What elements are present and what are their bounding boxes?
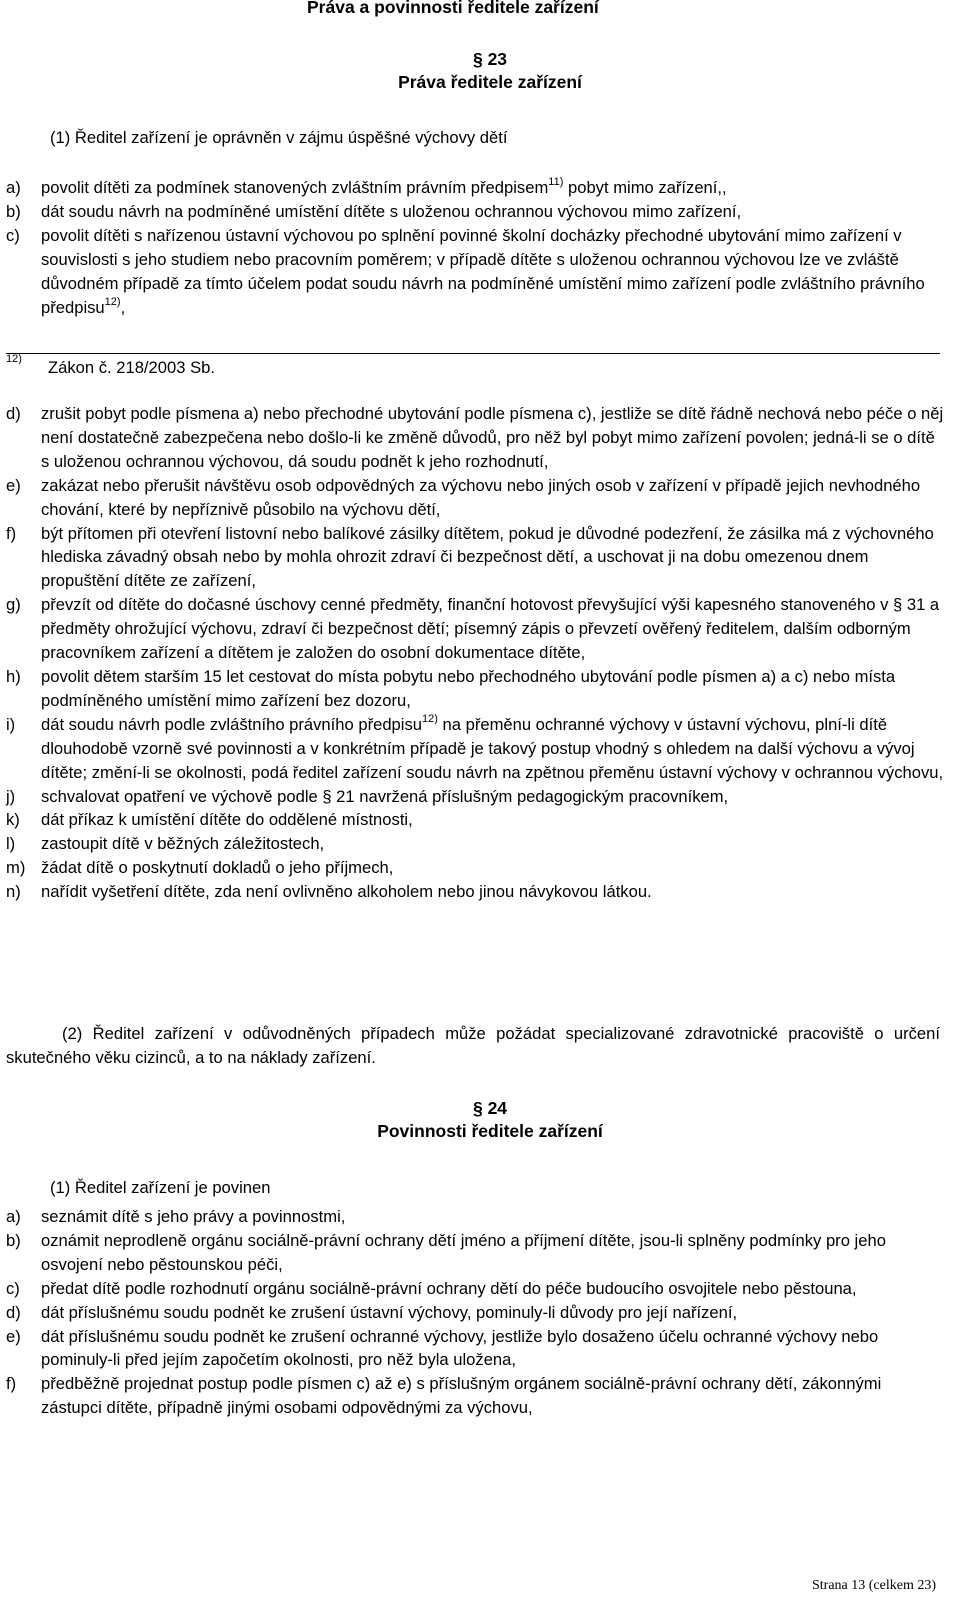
footnote-ref: 12) xyxy=(422,712,438,725)
list-text: dát příslušnému soudu podnět ke zrušení ochranné výchovy, jestliže bylo dosaženo účelu ochranné výchovy nebo pominuly-li před jejím započetím okolnosti, pro něž byla uložena, xyxy=(41,1326,879,1370)
footnote-text: Zákon č. 218/2003 Sb. xyxy=(48,358,215,377)
list-letter: b) xyxy=(6,201,21,221)
section-24-heading: Povinnosti ředitele zařízení xyxy=(377,1121,603,1141)
list-text: oznámit neprodleně orgánu sociálně-právní ochrany dětí jméno a příjmení dítěte, jsou-li splněny podmínky pro jeho osvojení nebo pěstounskou péči, xyxy=(41,1230,886,1274)
list-item xyxy=(6,1301,944,1325)
list-text: zakázat nebo přerušit návštěvu osob odpovědných za výchovu nebo jiných osob v zařízení v případě jejich nevhodného chování, které by nepříznivě působilo na výchovu dětí, xyxy=(41,475,921,519)
list-item xyxy=(6,1372,944,1420)
list-text: dát soudu návrh na podmíněné umístění dítěte s uloženou ochrannou výchovou mimo zařízení, xyxy=(41,201,742,221)
list-item xyxy=(6,224,944,320)
list-letter: e) xyxy=(6,475,21,495)
list-text: seznámit dítě s jeho právy a povinnostmi, xyxy=(41,1207,346,1226)
page-title: Práva a povinnosti ředitele zařízení xyxy=(307,0,599,17)
list-letter: c) xyxy=(6,1278,20,1298)
section-24-list xyxy=(6,1205,944,1420)
list-letter: c) xyxy=(6,225,20,245)
list-letter: b) xyxy=(6,1230,21,1250)
list-letter: i) xyxy=(6,714,16,734)
section-23-heading: Práva ředitele zařízení xyxy=(398,72,582,92)
section-23-intro: (1) Ředitel zařízení je oprávněn v zájmu úspěšné výchovy dětí xyxy=(50,128,508,147)
list-letter: a) xyxy=(6,178,21,197)
list-text-after: , xyxy=(120,297,126,317)
list-text: povolit dítěti za podmínek stanovených zvláštním právním předpisem xyxy=(41,178,549,197)
page-number: Strana 13 (celkem 23) xyxy=(811,1578,936,1593)
list-letter: h) xyxy=(6,666,21,686)
list-letter: d) xyxy=(6,1302,21,1322)
list-text: převzít od dítěte do dočasné úschovy cenné předměty, finanční hotovost převyšující výši kapesného stanoveného v § 31 a předměty ohrožující výchovu, zdraví či bezpečnost dětí; písemný zápis o převzetí ověřený ředitelem, dalším odborným pracovníkem zařízení a dítětem je založen do osobní dokumentace dítěte, xyxy=(41,595,940,663)
list-text: schvalovat opatření ve výchově podle § 21 navržená příslušným pedagogickým pracovníkem, xyxy=(41,786,729,806)
list-item xyxy=(6,665,944,713)
list-item xyxy=(6,808,944,832)
list-text: předběžně projednat postup podle písmen c) až e) s příslušným orgánem sociálně-právní ochrany dětí, zákonnými zástupci dítěte, případně jinými osobami odpovědnými za výchovu, xyxy=(41,1374,882,1418)
section-23-paragraph-2: (2) Ředitel zařízení v odůvodněných případech může požádat specializované zdravotnické pracoviště o určení skutečného věku cizinců, a to na náklady zařízení. xyxy=(6,1024,940,1067)
list-item xyxy=(6,176,944,200)
list-text: zrušit pobyt podle písmena a) nebo přechodné ubytování podle písmena c), jestliže se dítě řádně nechová nebo péče o něj není dostatečně zabezpečena nebo došlo-li ke změně důvodů, pro něž byl pobyt mimo zařízení povolen; jedná-li se o dítě s uloženou ochrannou výchovou, dá soudu podnět k jeho rozhodnutí, xyxy=(41,404,944,471)
list-item xyxy=(6,1229,944,1277)
list-item xyxy=(6,856,944,880)
list-item xyxy=(6,522,944,594)
list-item xyxy=(6,402,944,474)
list-letter: l) xyxy=(6,834,16,854)
list-text: povolit dětem starším 15 let cestovat do místa pobytu nebo přechodného ubytování podle písmen a) a c) nebo místa podmíněného umístění mimo zařízení bez dozoru, xyxy=(41,666,896,710)
section-23-list-part1 xyxy=(6,176,944,319)
list-text: být přítomen při otevření listovní nebo balíkové zásilky dítětem, pokud je důvodné podezření, že zásilka má z výchovného hlediska závadný obsah nebo by mohla ohrozit zdraví či bezpečnost dětí, a uschovat ji na dobu omezenou dnem propuštění dítěte ze zařízení, xyxy=(41,523,934,591)
list-item xyxy=(6,1277,944,1301)
list-letter: f) xyxy=(6,1374,17,1394)
list-text: dát příslušnému soudu podnět ke zrušení ústavní výchovy, pominuly-li důvody pro její nařízení, xyxy=(41,1302,738,1322)
list-item xyxy=(6,832,944,856)
list-item xyxy=(6,593,944,665)
section-24-header xyxy=(300,1097,680,1143)
list-text: povolit dítěti s nařízenou ústavní výchovou po splnění povinné školní docházky přechodné ubytování mimo zařízení v souvislosti s jeho studiem nebo pracovním poměrem; v případě dítěte s uloženou ochrannou výchovou lze ve zvláště důvodném případě za tímto účelem podat soudu návrh na podmíněné umístění mimo zařízení podle zvláštního právního předpisu xyxy=(41,225,925,317)
section-24-intro: (1) Ředitel zařízení je povinen xyxy=(50,1178,271,1197)
list-letter: e) xyxy=(6,1326,21,1346)
footnote-ref: 12) xyxy=(104,295,121,308)
list-letter: j) xyxy=(6,786,16,806)
list-text: zastoupit dítě v běžných záležitostech, xyxy=(41,834,325,854)
list-text: nařídit vyšetření dítěte, zda není ovlivněno alkoholem nebo jinou návykovou látkou. xyxy=(41,882,652,902)
list-letter: n) xyxy=(6,882,21,902)
list-text: dát soudu návrh podle zvláštního právního předpisu xyxy=(41,714,422,734)
list-text: dát příkaz k umístění dítěte do oddělené místnosti, xyxy=(41,810,413,830)
list-letter: m) xyxy=(6,858,26,878)
list-text-after: pobyt mimo zařízení,, xyxy=(563,178,727,197)
list-text: žádat dítě o poskytnutí dokladů o jeho příjmech, xyxy=(41,858,394,878)
list-item xyxy=(6,1325,944,1373)
section-23-number: § 23 xyxy=(472,49,508,69)
list-item xyxy=(6,880,944,904)
list-letter: g) xyxy=(6,595,21,615)
footnote-mark: 12) xyxy=(6,353,22,365)
list-item xyxy=(6,713,944,785)
section-23-list-part2 xyxy=(6,402,944,904)
section-23-header xyxy=(300,48,680,94)
list-item xyxy=(6,200,944,224)
footnote-divider xyxy=(6,353,940,354)
list-letter: k) xyxy=(6,810,20,830)
list-letter: f) xyxy=(6,523,17,543)
list-item xyxy=(6,1205,944,1229)
list-letter: a) xyxy=(6,1207,21,1226)
list-item xyxy=(6,785,944,809)
footnote-ref: 11) xyxy=(548,176,564,188)
list-text: předat dítě podle rozhodnutí orgánu sociálně-právní ochrany dětí do péče budoucího osvojitele nebo pěstouna, xyxy=(41,1278,857,1298)
list-item xyxy=(6,474,944,522)
list-text-after: na přeměnu ochranné výchovy v ústavní výchovu, plní-li dítě dlouhodobě vzorně své povinnosti a v konkrétním případě je takový postup vhodný s ohledem na další výchovu a vývoj dítěte; změní-li se okolnosti, podá ředitel zařízení soudu návrh na zpětnou přeměnu ústavní výchovy v ochrannou výchovu, xyxy=(41,714,944,782)
list-letter: d) xyxy=(6,404,21,423)
section-24-number: § 24 xyxy=(472,1098,508,1118)
